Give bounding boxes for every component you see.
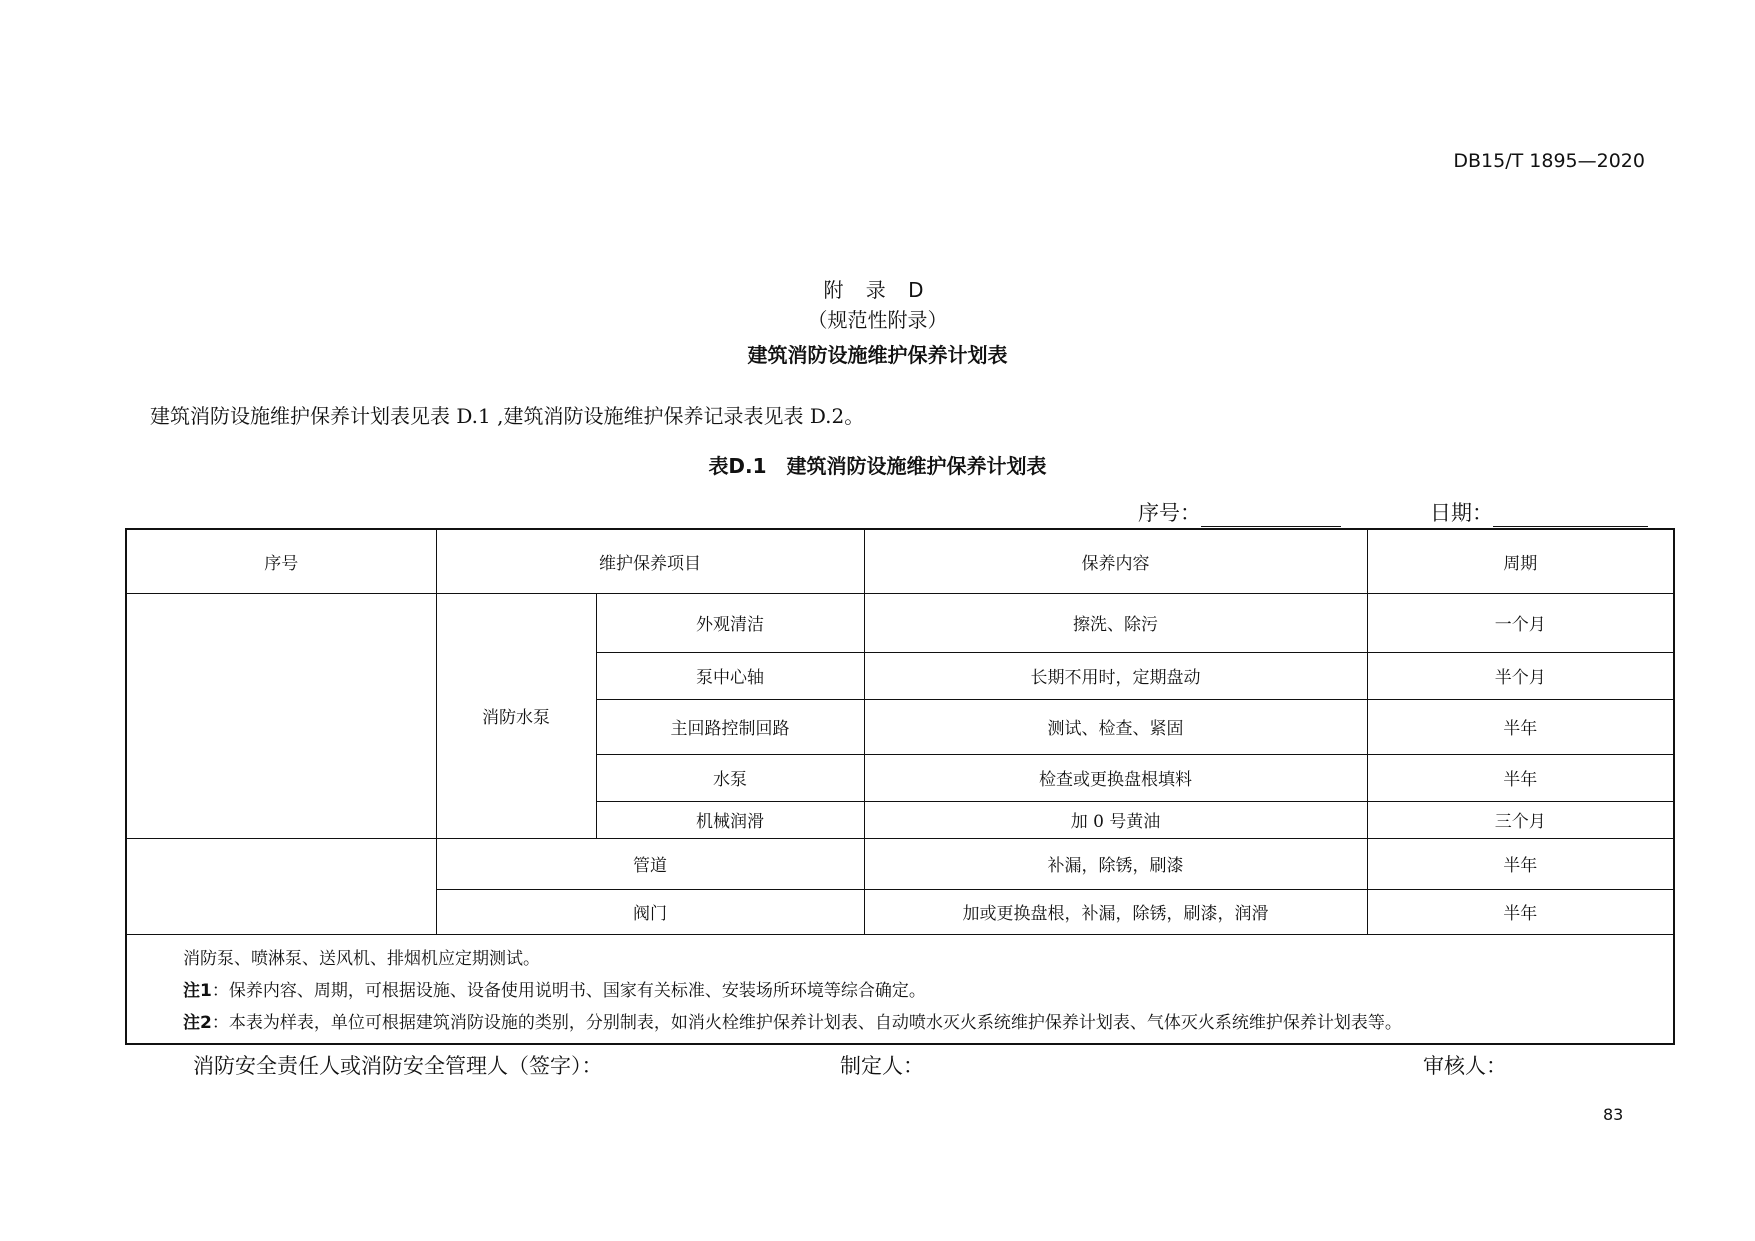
seq-field xyxy=(1138,497,1341,527)
period-cell: 半年 xyxy=(1367,889,1674,934)
note-2-label: 注2 xyxy=(183,1012,212,1033)
content-cell: 擦洗、除污 xyxy=(864,593,1367,652)
note-2-text: ：本表为样表，单位可根据建筑消防设施的类别，分别制表，如消火栓维护保养计划表、自动喷水灭火系统维护保养计划表、气体灭火系统维护保养计划表等。 xyxy=(211,1012,1402,1033)
item-cell: 管道 xyxy=(436,838,864,889)
intro-paragraph: 建筑消防设施维护保养计划表见表 D.1 ,建筑消防设施维护保养记录表见表 D.2。 xyxy=(150,404,865,428)
item-cell: 外观清洁 xyxy=(596,593,864,652)
period-cell: 半年 xyxy=(1367,754,1674,801)
item-cell: 水泵 xyxy=(596,754,864,801)
item-cell: 主回路控制回路 xyxy=(596,699,864,754)
page-number: 83 xyxy=(1603,1105,1624,1124)
period-cell: 半年 xyxy=(1367,699,1674,754)
signature-maker: 制定人： xyxy=(840,1054,924,1078)
header-content: 保养内容 xyxy=(864,529,1367,593)
notes-cell xyxy=(126,934,1674,1044)
item-cell: 泵中心轴 xyxy=(596,652,864,699)
item-cell: 机械润滑 xyxy=(596,801,864,838)
date-label: 日期： xyxy=(1430,501,1493,525)
note-line: 消防泵、喷淋泵、送风机、排烟机应定期测试。 xyxy=(183,948,540,969)
signature-reviewer: 审核人： xyxy=(1423,1054,1507,1078)
appendix-title: 附 录 D xyxy=(823,278,932,302)
note-2 xyxy=(183,1007,1673,1039)
table-title: 表D.1 建筑消防设施维护保养计划表 xyxy=(708,454,1047,478)
period-cell: 三个月 xyxy=(1367,801,1674,838)
header-period: 周期 xyxy=(1367,529,1674,593)
notes-row xyxy=(126,934,1674,1044)
appendix-type: （规范性附录） xyxy=(807,308,948,332)
header-seq: 序号 xyxy=(126,529,436,593)
content-cell: 检查或更换盘根填料 xyxy=(864,754,1367,801)
date-field xyxy=(1430,497,1648,527)
seq-blank-line[interactable] xyxy=(1201,504,1341,527)
content-cell: 补漏，除锈，刷漆 xyxy=(864,838,1367,889)
period-cell: 半个月 xyxy=(1367,652,1674,699)
table-header-row xyxy=(126,529,1674,593)
seq-cell[interactable] xyxy=(126,593,436,838)
note-1 xyxy=(183,975,1673,1007)
note-1-label: 注1 xyxy=(183,980,212,1001)
content-cell: 加或更换盘根，补漏，除锈，刷漆，润滑 xyxy=(864,889,1367,934)
table-row xyxy=(126,593,1674,652)
content-cell: 长期不用时，定期盘动 xyxy=(864,652,1367,699)
maintenance-plan-table xyxy=(125,528,1675,1045)
period-cell: 半年 xyxy=(1367,838,1674,889)
content-cell: 测试、检查、紧固 xyxy=(864,699,1367,754)
appendix-name: 建筑消防设施维护保养计划表 xyxy=(747,343,1008,367)
seq-cell[interactable] xyxy=(126,838,436,934)
group-cell-fire-pump: 消防水泵 xyxy=(436,593,596,838)
standard-code: DB15/T 1895—2020 xyxy=(1453,150,1645,172)
header-item: 维护保养项目 xyxy=(436,529,864,593)
table-row xyxy=(126,838,1674,889)
note-1-text: ：保养内容、周期，可根据设施、设备使用说明书、国家有关标准、安装场所环境等综合确定。 xyxy=(211,980,926,1001)
item-cell: 阀门 xyxy=(436,889,864,934)
content-cell: 加 0 号黄油 xyxy=(864,801,1367,838)
seq-label: 序号： xyxy=(1138,501,1201,525)
period-cell: 一个月 xyxy=(1367,593,1674,652)
date-blank-line[interactable] xyxy=(1493,504,1648,527)
signature-responsible: 消防安全责任人或消防安全管理人（签字）： xyxy=(193,1054,603,1078)
